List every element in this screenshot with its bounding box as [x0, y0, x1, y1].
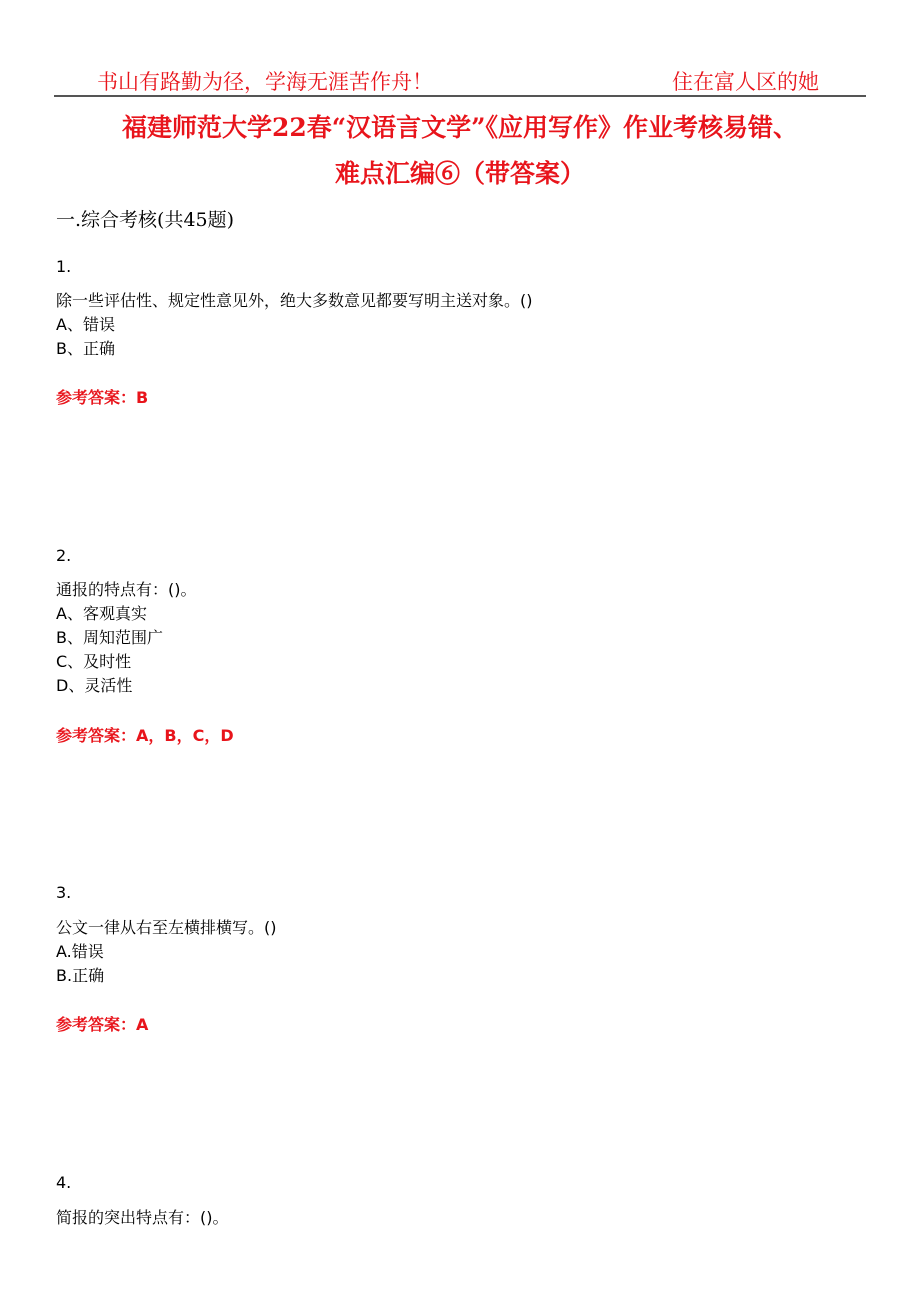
question-option: B、周知范围广: [56, 628, 163, 647]
header-divider: [54, 95, 866, 97]
question-option: C、及时性: [56, 652, 132, 671]
question-number: 3.: [56, 883, 72, 902]
question-option: A、错误: [56, 315, 115, 334]
question-text: 简报的突出特点有：()。: [56, 1208, 229, 1227]
doc-title-line2: 难点汇编⑥（带答案）: [334, 159, 585, 188]
answer: 参考答案：A，B，C，D: [56, 726, 234, 745]
header-author: 住在富人区的她: [672, 70, 819, 94]
question-text: 通报的特点有：()。: [56, 580, 197, 599]
header-motto: 书山有路勤为径，学海无涯苦作舟！: [97, 70, 433, 94]
question-number: 2.: [56, 546, 72, 565]
question-text: 除一些评估性、规定性意见外，绝大多数意见都要写明主送对象。(): [56, 291, 533, 310]
section-heading: 一.综合考核(共45题): [56, 209, 235, 231]
question-text: 公文一律从右至左横排横写。(): [56, 918, 277, 937]
question-option: A、客观真实: [56, 604, 147, 623]
question-option: B.正确: [56, 966, 105, 985]
answer: 参考答案：B: [56, 388, 149, 407]
question-option: D、灵活性: [56, 676, 133, 695]
question-number: 4.: [56, 1173, 72, 1192]
question-option: A.错误: [56, 942, 104, 961]
doc-title-line1: 福建师范大学22春“汉语言文学”《应用写作》作业考核易错、: [121, 113, 799, 142]
question-option: B、正确: [56, 339, 115, 358]
question-number: 1.: [56, 257, 72, 276]
answer: 参考答案：A: [56, 1015, 149, 1034]
